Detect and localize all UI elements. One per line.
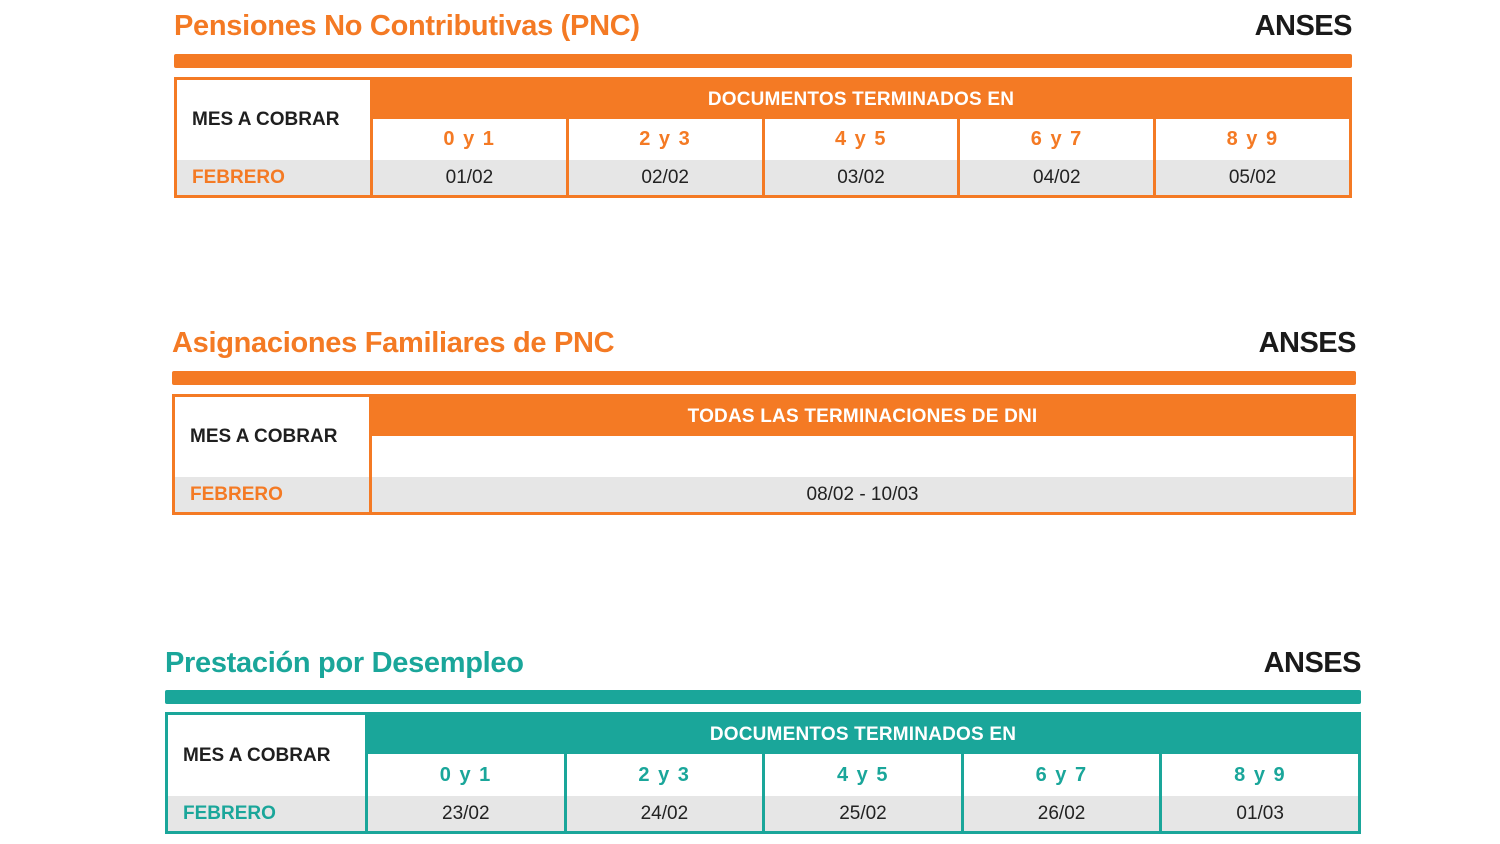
afpnc-schedule-table bbox=[172, 394, 1356, 515]
pnc-data-area bbox=[373, 80, 1349, 195]
afpnc-date-range-cell bbox=[372, 477, 1353, 512]
pnc-date-cell bbox=[762, 160, 958, 195]
afpnc-month-value: FEBRERO bbox=[175, 477, 369, 512]
pnc-date-cell bbox=[1153, 160, 1349, 195]
afpnc-brand: ANSES bbox=[1258, 327, 1356, 359]
pnc-date-value: 02/02 bbox=[641, 166, 689, 188]
desempleo-date-value: 24/02 bbox=[640, 802, 689, 824]
desempleo-ending-cell bbox=[564, 754, 763, 796]
pnc-header bbox=[174, 4, 1352, 44]
afpnc-divider-bar bbox=[172, 371, 1356, 385]
desempleo-ending-cell bbox=[762, 754, 961, 796]
pnc-ending-label: 0 y 1 bbox=[443, 128, 496, 150]
desempleo-month-value: FEBRERO bbox=[168, 796, 365, 831]
desempleo-date-value: 26/02 bbox=[1037, 802, 1086, 824]
afpnc-column-group-header: TODAS LAS TERMINACIONES DE DNI bbox=[372, 397, 1353, 436]
pnc-ending-cell bbox=[1153, 119, 1349, 160]
desempleo-schedule-table bbox=[165, 712, 1361, 834]
pnc-date-cell bbox=[566, 160, 762, 195]
desempleo-date-cell bbox=[961, 796, 1160, 831]
afpnc-month-column bbox=[175, 397, 372, 512]
desempleo-column-group-header: DOCUMENTOS TERMINADOS EN bbox=[368, 715, 1358, 754]
desempleo-dates-row bbox=[368, 796, 1358, 831]
desempleo-ending-label: 6 y 7 bbox=[1035, 763, 1088, 786]
afpnc-month-label: MES A COBRAR bbox=[175, 397, 369, 477]
desempleo-date-value: 01/03 bbox=[1236, 802, 1284, 824]
desempleo-month-label: MES A COBRAR bbox=[168, 715, 365, 796]
pnc-ending-label: 4 y 5 bbox=[835, 128, 887, 150]
desempleo-header bbox=[165, 641, 1361, 681]
afpnc-data-area bbox=[372, 397, 1353, 512]
afpnc-header bbox=[172, 321, 1356, 361]
pnc-section bbox=[174, 4, 1352, 188]
pnc-date-value: 03/02 bbox=[837, 166, 885, 188]
pnc-ending-cell bbox=[373, 119, 566, 160]
pnc-schedule-table bbox=[174, 77, 1352, 198]
pnc-divider-bar bbox=[174, 54, 1352, 68]
afpnc-title: Asignaciones Familiares de PNC bbox=[172, 327, 615, 359]
pnc-column-group-header: DOCUMENTOS TERMINADOS EN bbox=[373, 80, 1349, 119]
desempleo-date-cell bbox=[1159, 796, 1358, 831]
pnc-ending-cell bbox=[957, 119, 1153, 160]
pnc-date-cell bbox=[957, 160, 1153, 195]
pnc-ending-label: 6 y 7 bbox=[1030, 128, 1083, 150]
afpnc-empty-row bbox=[372, 436, 1353, 477]
pnc-month-value: FEBRERO bbox=[177, 160, 370, 195]
pnc-ending-cell bbox=[566, 119, 762, 160]
desempleo-date-value: 25/02 bbox=[839, 802, 887, 824]
pnc-ending-label: 2 y 3 bbox=[639, 128, 692, 150]
desempleo-date-cell bbox=[564, 796, 763, 831]
desempleo-ending-cell bbox=[1159, 754, 1358, 796]
pnc-brand: ANSES bbox=[1254, 10, 1352, 42]
pnc-date-value: 01/02 bbox=[445, 166, 494, 188]
afpnc-dates-row bbox=[372, 477, 1353, 512]
pnc-ending-label: 8 y 9 bbox=[1226, 128, 1279, 150]
afpnc-section bbox=[172, 321, 1356, 505]
pnc-date-cell bbox=[373, 160, 566, 195]
desempleo-ending-label: 4 y 5 bbox=[836, 763, 889, 786]
desempleo-month-column bbox=[168, 715, 368, 831]
desempleo-ending-cell bbox=[961, 754, 1160, 796]
pnc-dni-endings-row bbox=[373, 119, 1349, 160]
pnc-month-label: MES A COBRAR bbox=[177, 80, 370, 160]
desempleo-date-cell bbox=[762, 796, 961, 831]
desempleo-brand: ANSES bbox=[1263, 647, 1361, 679]
desempleo-ending-label: 8 y 9 bbox=[1234, 763, 1287, 786]
pnc-title: Pensiones No Contributivas (PNC) bbox=[174, 10, 640, 42]
desempleo-dni-endings-row bbox=[368, 754, 1358, 796]
desempleo-data-area bbox=[368, 715, 1358, 831]
desempleo-title: Prestación por Desempleo bbox=[165, 647, 524, 679]
desempleo-ending-cell bbox=[368, 754, 564, 796]
desempleo-ending-label: 2 y 3 bbox=[638, 763, 691, 786]
desempleo-date-cell bbox=[368, 796, 564, 831]
pnc-dates-row bbox=[373, 160, 1349, 195]
pnc-ending-cell bbox=[762, 119, 958, 160]
pnc-date-value: 04/02 bbox=[1033, 166, 1081, 188]
pnc-month-column bbox=[177, 80, 373, 195]
desempleo-ending-label: 0 y 1 bbox=[439, 763, 492, 786]
pnc-date-value: 05/02 bbox=[1228, 166, 1277, 188]
desempleo-divider-bar bbox=[165, 690, 1361, 704]
afpnc-date-range-value: 08/02 - 10/03 bbox=[806, 483, 919, 505]
desempleo-date-value: 23/02 bbox=[442, 802, 490, 824]
desempleo-section bbox=[165, 641, 1361, 824]
